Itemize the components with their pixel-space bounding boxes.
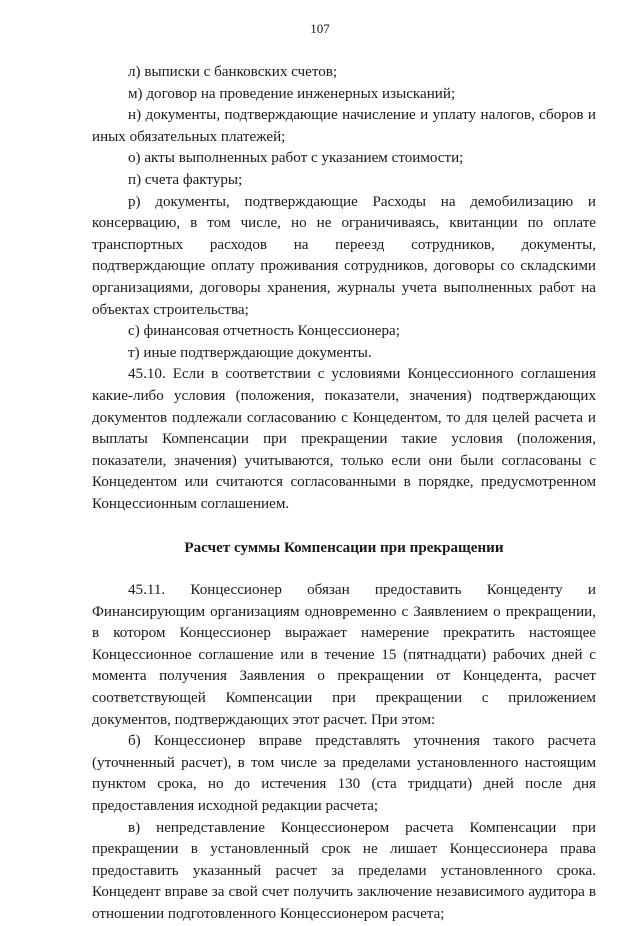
list-item-p: п) счета фактуры; [128,171,243,188]
document-body [92,62,596,926]
list-item-r: р) документы, подтверждающие Расходы на демобилизацию и консервацию, в том числе, но не ограничиваясь, квитанции по оплате транспортных расходов на переезд сотрудников, документы, подтверждающие оплату проживания сотрудников, договоры со складскими организациями, договоры хранения, журналы учета выполненных работ на объектах строительства; [92,193,596,318]
list-item-t: т) иные подтверждающие документы. [128,344,372,361]
sub-item-v: в) непредставление Концессионером расчета Компенсации при прекращении в установленный срок не лишает Концессионера права предоставить указанный расчет за пределами установленного срока. Концедент вправе за свой счет получить заключение независимого аудитора в отношении подготовленного Концессионером расчета; [92,819,596,922]
list-item-l: л) выписки с банковских счетов; [128,64,338,80]
list-item-n: н) документы, подтверждающие начисление и уплату налогов, сборов и иных обязательных платежей; [92,107,596,145]
clause-45-11: 45.11. Концессионер обязан предоставить Концеденту и Финансирующим организациям одновременно с Заявлением о прекращении, в котором Концессионер выражает намерение прекратить настоящее Концессионное соглашение или в течение 15 (пятнадцати) рабочих дней с момента получения Заявления о прекращении от Концедента, расчет соответствующей Компенсации при прекращении с приложением документов, подтверждающих этот расчет. При этом: [92,582,596,728]
clause-45-10: 45.10. Если в соответствии с условиями Концессионного соглашения какие-либо условия (положения, показатели, значения) подтверждающих документов подлежали согласованию с Концедентом, то для целей расчета и выплаты Компенсации при прекращении такие условия (положения, показатели, значения) учитываются, только если они были согласованы с Концедентом или считаются согласованными в порядке, предусмотренном Концессионным соглашением. [92,366,596,512]
list-item-s: с) финансовая отчетность Концессионера; [128,323,400,340]
section-heading: Расчет суммы Компенсации при прекращении [184,540,504,557]
list-item-m: м) договор на проведение инженерных изысканий; [128,85,456,102]
page-number: 107 [310,21,330,36]
sub-item-b: б) Концессионер вправе представлять уточнения такого расчета (уточненный расчет), в том числе за пределами установленного настоящим пунктом срока, но до истечения 130 (ста тридцати) дней после дня предоставления исходной редакции расчета; [92,733,596,814]
list-item-o: о) акты выполненных работ с указанием стоимости; [128,150,464,167]
